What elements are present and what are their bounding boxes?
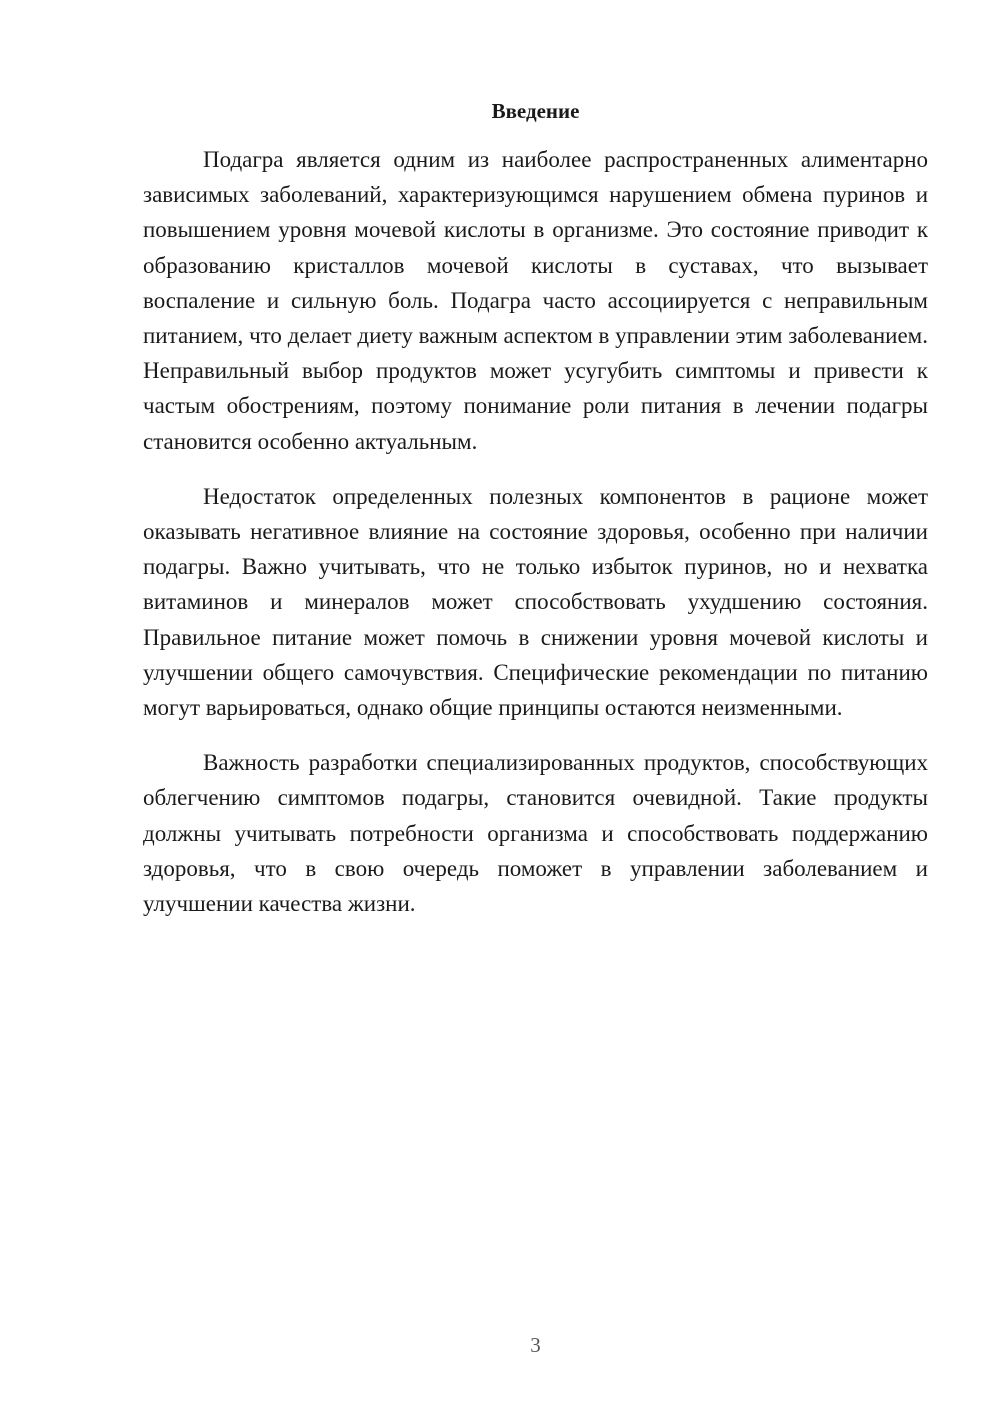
page-number: 3 xyxy=(530,1333,541,1357)
paragraph: Важность разработки специализированных продуктов, способствующих облегчению симптомов подагры, становится очевидной. Такие продукты должны учитывать потребности организма и способствовать поддержанию здоровья, что в свою очередь поможет в управлении заболеванием и улучшении качества жизни. xyxy=(143,750,928,917)
section-heading: Введение xyxy=(491,99,580,123)
paragraph: Подагра является одним из наиболее распространенных алиментарно зависимых заболеваний, характеризующимся нарушением обмена пуринов и повышением уровня мочевой кислоты в организме. Это состояние приводит к образованию кристаллов мочевой кислоты в суставах, что вызывает воспаление и сильную боль. Подагра часто ассоциируется с неправильным питанием, что делает диету важным аспектом в управлении этим заболеванием. Неправильный выбор продуктов может усугубить симптомы и привести к частым обострениям, поэтому понимание роли питания в лечении подагры становится особенно актуальным. xyxy=(143,147,928,454)
paragraph: Недостаток определенных полезных компонентов в рационе может оказывать негативное влияние на состояние здоровья, особенно при наличии подагры. Важно учитывать, что не только избыток пуринов, но и нехватка витаминов и минералов может способствовать ухудшению состояния. Правильное питание может помочь в снижении уровня мочевой кислоты и улучшении общего самочувствия. Специфические рекомендации по питанию могут варьироваться, однако общие принципы остаются неизменными. xyxy=(143,483,928,721)
body-text xyxy=(143,142,928,941)
